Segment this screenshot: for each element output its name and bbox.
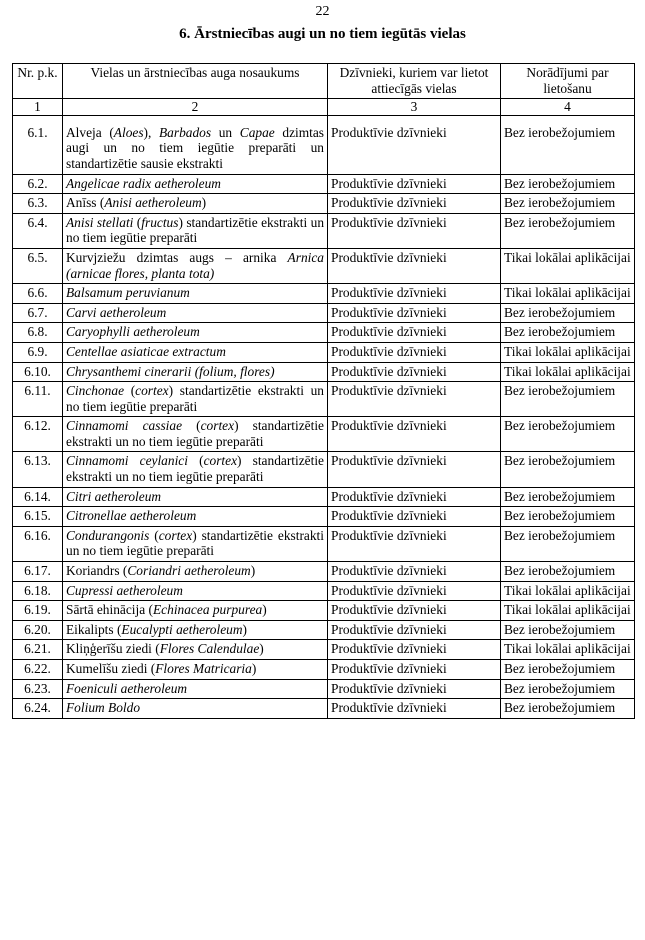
row-number: 6.2. (13, 174, 63, 194)
latin-name-text: Capae (239, 124, 275, 140)
row-number: 6.17. (13, 562, 63, 582)
usage-cell: Bez ierobežojumiem (501, 382, 635, 417)
header-substance-name: Vielas un ārstniecības auga nosaukums (63, 64, 328, 99)
row-number: 6.10. (13, 362, 63, 382)
column-index: 2 (63, 99, 328, 116)
header-nr: Nr. p.k. (13, 64, 63, 99)
animals-cell: Produktīvie dzīvnieki (328, 342, 501, 362)
latin-name-text: Flores Calendulae (159, 641, 260, 657)
name-text: ) standartizētie ekstrakti un no tiem iegūtie preparāti (66, 453, 325, 485)
animals-cell: Produktīvie dzīvnieki (328, 640, 501, 660)
table-row (13, 194, 635, 214)
name-text: ( (182, 418, 201, 434)
name-text: ( (187, 453, 204, 469)
name-text: ) (259, 641, 264, 657)
substance-name (63, 452, 328, 487)
table-row (13, 213, 635, 248)
latin-name-text: cortex (203, 453, 238, 469)
usage-cell: Bez ierobežojumiem (501, 660, 635, 680)
name-text: ) standartizētie ekstrakti un no tiem iegūtie preparāti (66, 418, 325, 449)
name-text: Kumelīšu ziedi ( (66, 661, 156, 676)
header-animals: Dzīvnieki, kuriem var lietot attiecīgās vielas (328, 64, 501, 99)
substance-name (63, 601, 328, 621)
latin-name-text: Cinchonae (66, 383, 125, 399)
section-title: 6. Ārstniecības augi un no tiem iegūtās vielas (179, 26, 466, 42)
usage-cell: Tikai lokālai aplikācijai (501, 342, 635, 362)
latin-name-text: cortex (135, 383, 169, 399)
substance-name (63, 417, 328, 452)
substances-table (12, 63, 635, 719)
latin-name-text: Folium Boldo (66, 700, 141, 716)
substance-name (63, 323, 328, 343)
latin-name-text: Condurangonis (66, 527, 150, 543)
table-row (13, 487, 635, 507)
table-row (13, 620, 635, 640)
animals-cell: Produktīvie dzīvnieki (328, 194, 501, 214)
substance-name (63, 679, 328, 699)
usage-cell: Tikai lokālai aplikācijai (501, 640, 635, 660)
usage-cell: Bez ierobežojumiem (501, 174, 635, 194)
name-text: Eikalipts ( (66, 621, 122, 637)
latin-name-text: Anisi stellati (66, 214, 134, 230)
usage-cell: Bez ierobežojumiem (501, 699, 635, 719)
table-row (13, 303, 635, 323)
usage-cell: Bez ierobežojumiem (501, 620, 635, 640)
animals-cell: Produktīvie dzīvnieki (328, 248, 501, 283)
substance-name (63, 382, 328, 417)
animals-cell: Produktīvie dzīvnieki (328, 487, 501, 507)
name-text: Kurvjziežu dzimtas augs – arnika (66, 249, 288, 265)
latin-name-text: Eucalypti aetheroleum (121, 621, 243, 637)
substance-name (63, 699, 328, 719)
name-text: ) (250, 563, 256, 579)
usage-cell: Bez ierobežojumiem (501, 417, 635, 452)
name-text: ( (124, 383, 136, 399)
usage-cell: Bez ierobežojumiem (501, 507, 635, 527)
substance-name (63, 581, 328, 601)
substance-name (63, 213, 328, 248)
usage-cell: Tikai lokālai aplikācijai (501, 248, 635, 283)
usage-cell: Bez ierobežojumiem (501, 213, 635, 248)
table-row (13, 115, 635, 174)
substance-name (63, 342, 328, 362)
latin-name-text: Aloes (113, 124, 144, 140)
animals-cell: Produktīvie dzīvnieki (328, 526, 501, 561)
column-index-row (13, 99, 635, 116)
row-number: 6.22. (13, 660, 63, 680)
animals-cell: Produktīvie dzīvnieki (328, 507, 501, 527)
row-number: 6.21. (13, 640, 63, 660)
latin-name-text: Cinnamomi ceylanici (66, 453, 188, 469)
column-index: 4 (501, 99, 635, 116)
table-row (13, 562, 635, 582)
table-header-row (13, 64, 635, 99)
table-row (13, 581, 635, 601)
table-row (13, 248, 635, 283)
row-number: 6.9. (13, 342, 63, 362)
row-number: 6.4. (13, 213, 63, 248)
animals-cell: Produktīvie dzīvnieki (328, 679, 501, 699)
table-row (13, 526, 635, 561)
table-row (13, 284, 635, 304)
row-number: 6.1. (13, 115, 63, 174)
name-text: Koriandrs ( (66, 563, 128, 579)
latin-name-text: Anisi aetheroleum (104, 195, 202, 211)
name-text: ) standartizētie ekstrakti un no tiem iegūtie preparāti (66, 383, 324, 414)
animals-cell: Produktīvie dzīvnieki (328, 115, 501, 174)
substance-name (63, 562, 328, 582)
latin-name-text: Foeniculi aetheroleum (66, 680, 188, 696)
row-number: 6.15. (13, 507, 63, 527)
animals-cell: Produktīvie dzīvnieki (328, 620, 501, 640)
name-text: dzimtas augi un no tiem iegūtie preparāti un standartizētie sausie ekstrakti (66, 124, 325, 171)
usage-cell: Bez ierobežojumiem (501, 562, 635, 582)
animals-cell: Produktīvie dzīvnieki (328, 562, 501, 582)
substance-name (63, 284, 328, 304)
latin-name-text: Coriandri aetheroleum (127, 563, 251, 579)
substance-name (63, 115, 328, 174)
usage-cell: Tikai lokālai aplikācijai (501, 601, 635, 621)
column-index: 3 (328, 99, 501, 116)
substance-name (63, 487, 328, 507)
animals-cell: Produktīvie dzīvnieki (328, 362, 501, 382)
row-number: 6.13. (13, 452, 63, 487)
name-text: ( (149, 527, 159, 543)
animals-cell: Produktīvie dzīvnieki (328, 581, 501, 601)
latin-name-text: Chrysanthemi cinerarii (folium, flores) (66, 363, 275, 379)
latin-name-text: Angelicae radix aetheroleum (66, 175, 221, 191)
table-row (13, 342, 635, 362)
row-number: 6.11. (13, 382, 63, 417)
page-number: 22 (315, 4, 330, 19)
animals-cell: Produktīvie dzīvnieki (328, 284, 501, 304)
latin-name-text: Citronellae aetheroleum (66, 508, 197, 524)
substance-name (63, 620, 328, 640)
usage-cell: Tikai lokālai aplikācijai (501, 362, 635, 382)
row-number: 6.6. (13, 284, 63, 304)
row-number: 6.3. (13, 194, 63, 214)
animals-cell: Produktīvie dzīvnieki (328, 699, 501, 719)
latin-name-text: Citri aetheroleum (66, 488, 162, 504)
usage-cell: Bez ierobežojumiem (501, 323, 635, 343)
substance-name (63, 660, 328, 680)
latin-name-text: Cinnamomi cassiae (66, 418, 183, 434)
row-number: 6.16. (13, 526, 63, 561)
substance-name (63, 174, 328, 194)
latin-name-text: Echinacea purpurea (153, 602, 263, 618)
name-text: Sārtā ehinācija ( (66, 602, 153, 618)
row-number: 6.24. (13, 699, 63, 719)
animals-cell: Produktīvie dzīvnieki (328, 417, 501, 452)
substance-name (63, 507, 328, 527)
usage-cell: Bez ierobežojumiem (501, 194, 635, 214)
latin-name-text: Carvi aetheroleum (66, 304, 167, 320)
name-text: ) standartizētie ekstrakti un no tiem iegūtie preparāti (66, 214, 325, 246)
header-usage: Norādījumi par lietošanu (501, 64, 635, 99)
latin-name-text: fructus (141, 214, 179, 230)
usage-cell: Bez ierobežojumiem (501, 452, 635, 487)
name-text: ( (133, 214, 142, 230)
name-text: ) (242, 621, 247, 637)
row-number: 6.23. (13, 679, 63, 699)
substance-name (63, 248, 328, 283)
animals-cell: Produktīvie dzīvnieki (328, 382, 501, 417)
latin-name-text: cortex (158, 527, 193, 543)
row-number: 6.8. (13, 323, 63, 343)
latin-name-text: Flores Matricaria (155, 661, 252, 676)
table-row (13, 382, 635, 417)
latin-name-text: Barbados (159, 124, 212, 140)
name-text: Alveja ( (66, 124, 114, 140)
latin-name-text: Caryophylli aetheroleum (66, 324, 200, 340)
usage-cell: Bez ierobežojumiem (501, 303, 635, 323)
table-row (13, 507, 635, 527)
name-text: Kliņģerīšu ziedi ( (66, 641, 160, 657)
column-index: 1 (13, 99, 63, 116)
animals-cell: Produktīvie dzīvnieki (328, 174, 501, 194)
table-row (13, 679, 635, 699)
table-row (13, 362, 635, 382)
substance-name (63, 303, 328, 323)
usage-cell: Bez ierobežojumiem (501, 115, 635, 174)
name-text: Anīss ( (66, 195, 105, 211)
name-text: ) (201, 195, 207, 211)
row-number: 6.14. (13, 487, 63, 507)
latin-name-text: Cupressi aetheroleum (66, 582, 183, 598)
table-row (13, 417, 635, 452)
substance-name (63, 194, 328, 214)
name-text: ), (143, 124, 159, 140)
name-text: ) standartizētie ekstrakti un no tiem iegūtie preparāti (66, 527, 324, 559)
table-body (13, 115, 635, 718)
table-row (13, 640, 635, 660)
table-row (13, 452, 635, 487)
animals-cell: Produktīvie dzīvnieki (328, 452, 501, 487)
row-number: 6.18. (13, 581, 63, 601)
latin-name-text: Centellae asiaticae extractum (66, 343, 226, 359)
usage-cell: Bez ierobežojumiem (501, 526, 635, 561)
usage-cell: Tikai lokālai aplikācijai (501, 284, 635, 304)
latin-name-text: Arnica (arnicae flores, planta tota) (66, 249, 324, 281)
animals-cell: Produktīvie dzīvnieki (328, 303, 501, 323)
table-row (13, 323, 635, 343)
animals-cell: Produktīvie dzīvnieki (328, 213, 501, 248)
row-number: 6.7. (13, 303, 63, 323)
usage-cell: Bez ierobežojumiem (501, 679, 635, 699)
table-row (13, 601, 635, 621)
substance-name (63, 526, 328, 561)
usage-cell: Bez ierobežojumiem (501, 487, 635, 507)
name-text: ) (262, 602, 267, 618)
animals-cell: Produktīvie dzīvnieki (328, 660, 501, 680)
latin-name-text: cortex (200, 418, 235, 434)
substance-name (63, 640, 328, 660)
table-row (13, 699, 635, 719)
row-number: 6.12. (13, 417, 63, 452)
table-row (13, 174, 635, 194)
animals-cell: Produktīvie dzīvnieki (328, 323, 501, 343)
table-row (13, 660, 635, 680)
substance-name (63, 362, 328, 382)
animals-cell: Produktīvie dzīvnieki (328, 601, 501, 621)
latin-name-text: Balsamum peruvianum (66, 285, 190, 301)
usage-cell: Tikai lokālai aplikācijai (501, 581, 635, 601)
row-number: 6.5. (13, 248, 63, 283)
name-text: un (211, 124, 240, 140)
row-number: 6.20. (13, 620, 63, 640)
name-text: ) (251, 661, 257, 676)
row-number: 6.19. (13, 601, 63, 621)
